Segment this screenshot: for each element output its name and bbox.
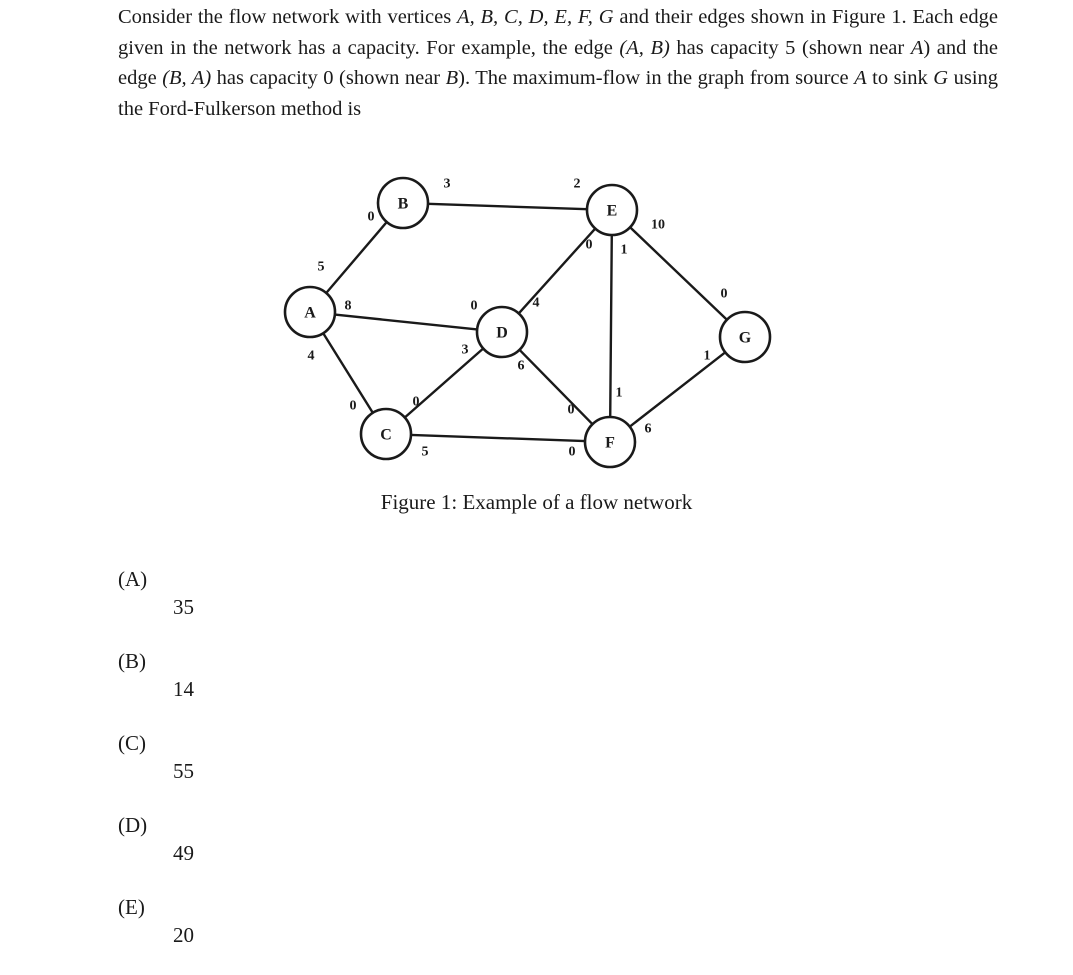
graph-node-label-e: E (606, 202, 618, 220)
question-paragraph (118, 2, 998, 124)
capacity-label-d-f-near-f: 0 (567, 402, 575, 418)
graph-edge-b-e (428, 204, 587, 209)
capacity-label-a-b-near-a: 5 (317, 259, 325, 275)
graph-edge-d-f (517, 350, 593, 424)
graph-node-label-c: C (380, 426, 392, 444)
capacity-label-a-b-near-b: 0 (367, 209, 375, 225)
question-text-segment: 5 (785, 36, 796, 59)
answer-option-b[interactable] (118, 647, 618, 703)
question-text-segment: B (445, 67, 459, 89)
flow-network-diagram (0, 160, 1073, 490)
answer-option-d[interactable] (118, 811, 618, 867)
graph-nodes (285, 178, 770, 467)
graph-node-label-b: B (397, 195, 409, 213)
figure-caption: Figure 1: Example of a flow network (380, 490, 693, 514)
answer-option-c[interactable] (118, 729, 618, 785)
capacity-label-c-d-near-c: 0 (412, 394, 420, 410)
option-value: 14 (173, 677, 194, 701)
question-text-segment: has capacity (669, 36, 786, 59)
graph-node-label-d: D (496, 324, 508, 342)
capacity-label-a-d-near-a: 8 (344, 298, 352, 314)
option-letter: (B) (118, 649, 146, 673)
capacity-label-c-f-near-f: 0 (568, 444, 576, 460)
option-letter: (C) (118, 731, 146, 755)
question-text-segment: ) and the edge (118, 36, 998, 89)
option-letter: (E) (118, 895, 145, 919)
capacity-label-d-e-near-d: 4 (532, 295, 540, 311)
answer-option-a[interactable] (118, 565, 618, 621)
graph-edge-f-g (630, 352, 726, 426)
capacity-label-b-e-near-b: 3 (443, 176, 451, 192)
question-text-segment: A, B, C, D, E, F, G (457, 6, 614, 28)
option-value: 35 (173, 595, 194, 619)
capacity-label-e-g-near-e: 10 (651, 217, 665, 233)
question-text-segment: (shown near (333, 67, 446, 89)
graph-edge-d-e (519, 229, 596, 314)
capacity-label-e-f-near-f: 1 (615, 385, 623, 401)
graph-edge-c-f (411, 435, 585, 441)
question-text-segment: A (854, 67, 867, 89)
answer-option-e[interactable] (118, 893, 618, 949)
graph-node-label-a: A (304, 304, 316, 322)
capacity-label-b-e-near-e: 2 (573, 176, 581, 192)
graph-node-label-f: F (605, 434, 615, 452)
question-text-segment: using the Ford-Fulkerson method is (118, 67, 999, 120)
figure-container (0, 160, 1073, 514)
answer-options-list (118, 565, 618, 975)
capacity-label-d-f-near-d: 6 (517, 358, 525, 374)
graph-node-label-g: G (738, 329, 752, 347)
question-text-segment: A (910, 36, 924, 59)
option-value: 49 (173, 841, 194, 865)
graph-edge-a-b (326, 222, 387, 293)
capacity-label-d-e-near-e: 0 (585, 237, 593, 253)
option-letter: (D) (118, 813, 148, 837)
capacity-label-e-g-near-g: 0 (720, 286, 728, 302)
capacity-label-a-c-near-c: 0 (349, 398, 357, 414)
question-text-segment: 0 (323, 67, 334, 89)
graph-edge-e-g (630, 227, 727, 319)
capacity-label-c-f-near-c: 5 (421, 444, 429, 460)
capacity-label-a-d-near-d: 0 (470, 298, 478, 314)
option-value: 55 (173, 759, 194, 783)
capacity-label-f-g-near-g: 1 (703, 348, 711, 364)
question-text-segment: (A, B) (619, 36, 670, 59)
question-text-segment: to sink (866, 67, 934, 89)
question-text-segment: (B, A) (162, 67, 212, 89)
question-text-segment: (shown near (795, 36, 911, 59)
capacity-label-a-c-near-a: 4 (307, 348, 315, 364)
question-text-segment: Consider the flow network with vertices (118, 6, 458, 28)
graph-edge-e-f (610, 235, 612, 417)
capacity-label-f-g-near-f: 6 (644, 421, 652, 437)
capacity-label-e-f-near-e: 1 (620, 242, 628, 258)
option-letter: (A) (118, 567, 148, 591)
question-text-segment: ). The maximum-flow in the graph from source (458, 67, 855, 89)
question-text-segment: and their edges shown in Figure 1. Each edge given in the network has a capacity. For example, the edge (118, 6, 998, 59)
question-text-segment: has capacity (211, 67, 324, 89)
graph-edge-a-c (323, 333, 373, 413)
option-value: 20 (173, 923, 194, 947)
capacity-label-c-d-near-d: 3 (461, 342, 469, 358)
graph-edge-a-d (335, 315, 477, 330)
question-text-segment: G (933, 67, 949, 89)
